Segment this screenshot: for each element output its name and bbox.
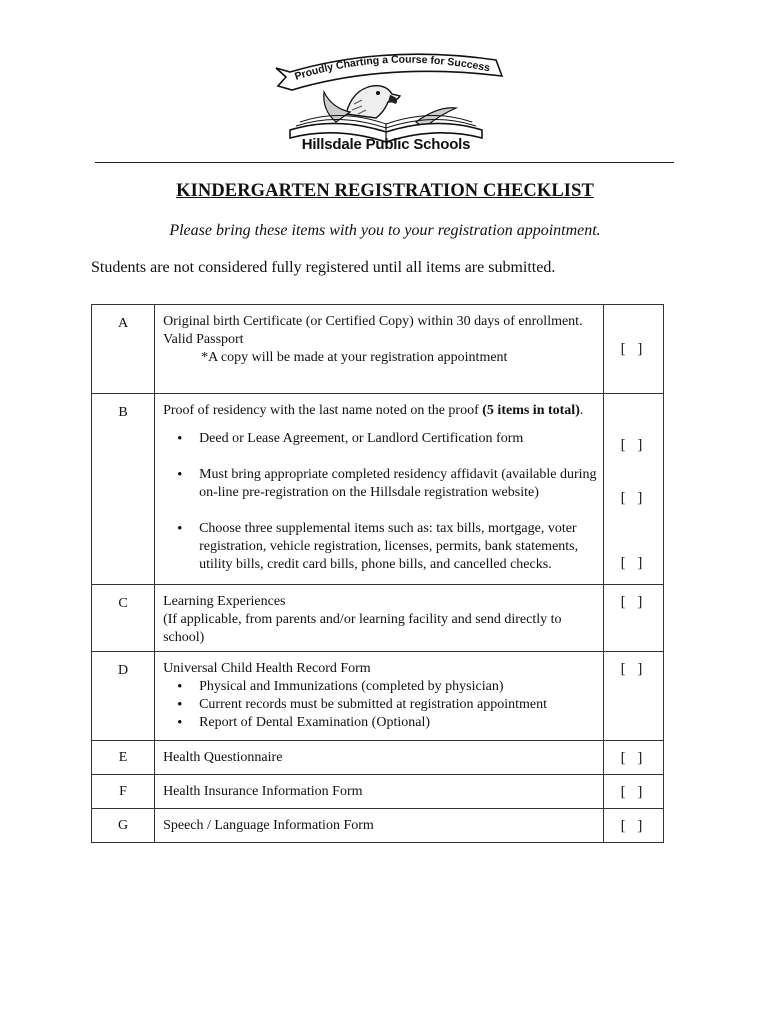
eagle-icon xyxy=(324,86,456,128)
row-letter: E xyxy=(92,741,155,775)
row-text-bold: (5 items in total) xyxy=(482,403,580,418)
checkbox[interactable]: [ ] xyxy=(620,341,647,357)
checkbox[interactable]: [ ] xyxy=(620,490,647,506)
row-description xyxy=(155,585,604,652)
page-title: KINDERGARTEN REGISTRATION CHECKLIST xyxy=(176,181,594,201)
row-letter: D xyxy=(92,652,155,741)
row-text: (If applicable, from parents and/or learning facility and send directly to school) xyxy=(163,612,562,645)
school-name: Hillsdale Public Schools xyxy=(301,136,471,153)
table-row xyxy=(92,741,664,775)
checkbox[interactable]: [ ] xyxy=(620,783,647,800)
table-row xyxy=(92,652,664,741)
row-text: . xyxy=(579,403,584,418)
bullet-list xyxy=(163,678,597,732)
checklist-table xyxy=(91,304,664,843)
row-description xyxy=(155,652,604,741)
row-letter: A xyxy=(92,305,155,394)
row-description xyxy=(155,394,604,585)
row-text: Valid Passport xyxy=(163,332,244,347)
checkbox-cell[interactable] xyxy=(603,652,663,741)
row-description xyxy=(155,305,604,394)
row-note: *A copy will be made at your registration appointment xyxy=(201,350,508,365)
checkbox-cell[interactable] xyxy=(603,741,663,775)
table-row xyxy=(92,394,664,585)
page-subtitle: Please bring these items with you to your registration appointment. xyxy=(169,222,601,239)
header-divider xyxy=(95,162,674,163)
bullet-list xyxy=(163,430,597,574)
checkbox[interactable]: [ ] xyxy=(620,555,647,571)
checkbox-cell[interactable] xyxy=(603,394,663,585)
checkbox[interactable]: [ ] xyxy=(620,817,647,834)
row-description: Health Questionnaire xyxy=(155,741,604,775)
list-item: • Deed or Lease Agreement, or Landlord Certification form xyxy=(163,430,597,448)
checkbox[interactable]: [ ] xyxy=(620,594,647,610)
motto-text: Proudly Charting a Course for Success xyxy=(293,53,491,83)
table-row xyxy=(92,305,664,394)
list-item: • Must bring appropriate completed residency affidavit (available during on-line pre-registration on the Hillsdale registration website) xyxy=(163,466,597,502)
list-item: • Physical and Immunizations (completed by physician) xyxy=(163,678,597,696)
row-text: Universal Child Health Record Form xyxy=(163,661,371,676)
row-letter: G xyxy=(92,809,155,843)
row-text: Original birth Certificate (or Certified Copy) within 30 days of enrollment. xyxy=(163,314,583,329)
row-text: Proof of residency with the last name noted on the proof xyxy=(163,403,483,418)
checkbox[interactable]: [ ] xyxy=(620,661,647,677)
list-item: • Current records must be submitted at registration appointment xyxy=(163,696,597,714)
checkbox-cell[interactable] xyxy=(603,305,663,394)
row-text: Learning Experiences xyxy=(163,594,286,609)
registration-note: Students are not considered fully registered until all items are submitted. xyxy=(91,259,556,276)
table-row xyxy=(92,809,664,843)
checkbox[interactable]: [ ] xyxy=(620,749,647,766)
list-item: • Choose three supplemental items such as: tax bills, mortgage, voter registration, vehicle registration, licenses, permits, bank statements, utility bills, credit card bills, phone bills, and cancelled checks. xyxy=(163,520,597,574)
row-letter: F xyxy=(92,775,155,809)
row-description: Health Insurance Information Form xyxy=(155,775,604,809)
checkbox-cell[interactable] xyxy=(603,775,663,809)
checkbox-cell[interactable] xyxy=(603,809,663,843)
checkbox-cell[interactable] xyxy=(603,585,663,652)
table-row xyxy=(92,585,664,652)
table-row xyxy=(92,775,664,809)
row-description: Speech / Language Information Form xyxy=(155,809,604,843)
row-letter: B xyxy=(92,394,155,585)
row-letter: C xyxy=(92,585,155,652)
list-item: • Report of Dental Examination (Optional) xyxy=(163,714,597,732)
checkbox[interactable]: [ ] xyxy=(620,437,647,453)
